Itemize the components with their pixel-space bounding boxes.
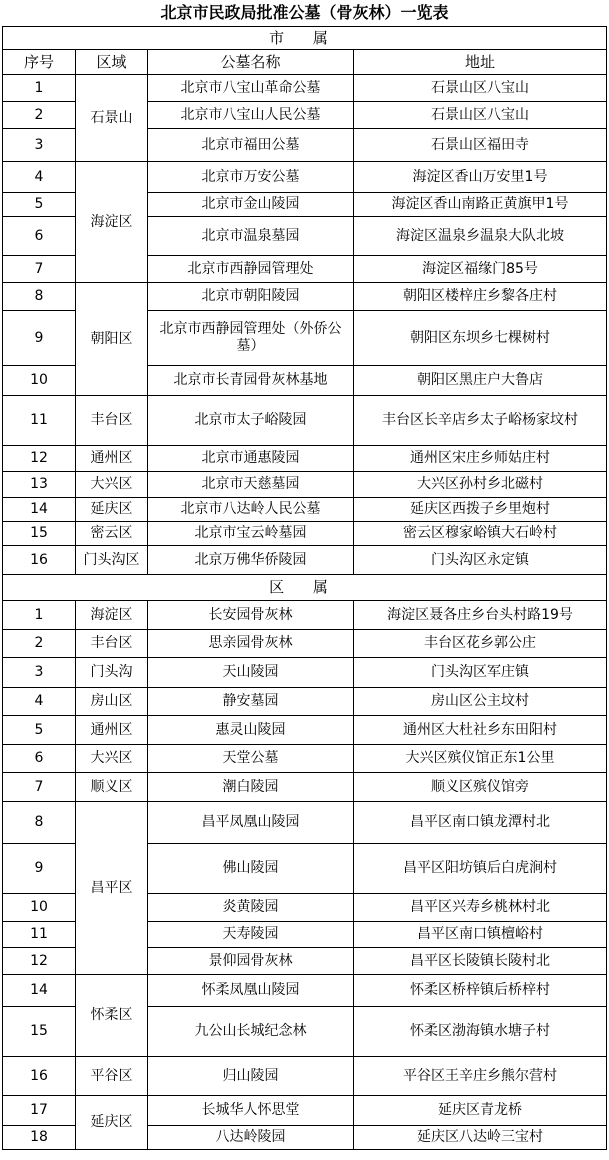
table-row — [3, 630, 607, 658]
cemetery-name: 九公山长城纪念林 — [148, 1007, 354, 1057]
row-number: 5 — [3, 193, 76, 217]
row-number: 8 — [3, 802, 76, 844]
row-number: 4 — [3, 688, 76, 716]
cemetery-address: 昌平区长陵镇长陵村北 — [354, 948, 607, 975]
area-cell: 朝阳区 — [76, 283, 148, 396]
row-number: 6 — [3, 745, 76, 773]
row-number: 16 — [3, 1057, 76, 1096]
cemetery-address: 丰台区花乡郭公庄 — [354, 630, 607, 658]
cemetery-name: 昌平凤凰山陵园 — [148, 802, 354, 844]
cemetery-address: 昌平区南口镇龙潭村北 — [354, 802, 607, 844]
table-row — [3, 283, 607, 311]
row-number: 7 — [3, 256, 76, 283]
table-row — [3, 75, 607, 102]
area-cell: 大兴区 — [76, 745, 148, 773]
area-cell: 石景山 — [76, 75, 148, 162]
cemetery-name: 长安园骨灰林 — [148, 601, 354, 630]
cemetery-name: 静安墓园 — [148, 688, 354, 716]
cemetery-address: 昌平区阳坊镇后白虎涧村 — [354, 844, 607, 894]
row-number: 1 — [3, 75, 76, 102]
cemetery-address: 朝阳区黑庄户大鲁店 — [354, 366, 607, 396]
row-number: 8 — [3, 283, 76, 311]
header-address: 地址 — [354, 50, 607, 75]
area-cell: 丰台区 — [76, 396, 148, 446]
cemetery-name: 潮白陵园 — [148, 773, 354, 802]
cemetery-address: 延庆区八达岭三宝村 — [354, 1126, 607, 1150]
cemetery-name: 天堂公墓 — [148, 745, 354, 773]
row-number: 3 — [3, 658, 76, 688]
table-row — [3, 1096, 607, 1126]
table-row — [3, 1057, 607, 1096]
cemetery-name: 北京市八达岭人民公墓 — [148, 498, 354, 522]
cemetery-name: 北京市西静园管理处（外侨公墓） — [148, 311, 354, 366]
row-number: 9 — [3, 311, 76, 366]
row-number: 2 — [3, 630, 76, 658]
row-number: 9 — [3, 844, 76, 894]
row-number: 14 — [3, 498, 76, 522]
row-number: 4 — [3, 162, 76, 193]
row-number: 13 — [3, 472, 76, 498]
cemetery-name: 北京市福田公墓 — [148, 129, 354, 162]
table-row — [3, 162, 607, 193]
table-row — [3, 802, 607, 844]
row-number: 12 — [3, 446, 76, 472]
table-row — [3, 546, 607, 575]
cemetery-name: 北京市长青园骨灰林基地 — [148, 366, 354, 396]
cemetery-table — [2, 26, 607, 1150]
cemetery-name: 归山陵园 — [148, 1057, 354, 1096]
cemetery-name: 北京市西静园管理处 — [148, 256, 354, 283]
cemetery-name: 惠灵山陵园 — [148, 716, 354, 745]
cemetery-name: 北京市万安公墓 — [148, 162, 354, 193]
row-number: 2 — [3, 102, 76, 129]
area-cell: 通州区 — [76, 716, 148, 745]
area-cell: 顺义区 — [76, 773, 148, 802]
table-row — [3, 975, 607, 1007]
row-number: 15 — [3, 1007, 76, 1057]
cemetery-address: 延庆区青龙桥 — [354, 1096, 607, 1126]
row-number: 6 — [3, 217, 76, 256]
cemetery-address: 门头沟区永定镇 — [354, 546, 607, 575]
cemetery-address: 平谷区王辛庄乡熊尔营村 — [354, 1057, 607, 1096]
table-row — [3, 773, 607, 802]
row-number: 16 — [3, 546, 76, 575]
area-cell: 通州区 — [76, 446, 148, 472]
area-cell: 延庆区 — [76, 498, 148, 522]
cemetery-address: 海淀区聂各庄乡台头村路19号 — [354, 601, 607, 630]
table-row — [3, 498, 607, 522]
cemetery-address: 怀柔区渤海镇水塘子村 — [354, 1007, 607, 1057]
cemetery-name: 思亲园骨灰林 — [148, 630, 354, 658]
area-cell: 门头沟 — [76, 658, 148, 688]
cemetery-address: 通州区大杜社乡东田阳村 — [354, 716, 607, 745]
table-row — [3, 601, 607, 630]
row-number: 15 — [3, 522, 76, 546]
cemetery-address: 昌平区南口镇檀峪村 — [354, 922, 607, 948]
area-cell: 大兴区 — [76, 472, 148, 498]
cemetery-name: 北京市宝云岭墓园 — [148, 522, 354, 546]
cemetery-name: 炎黄陵园 — [148, 894, 354, 922]
area-cell: 门头沟区 — [76, 546, 148, 575]
cemetery-address: 丰台区长辛店乡太子峪杨家坟村 — [354, 396, 607, 446]
cemetery-name: 北京市八宝山人民公墓 — [148, 102, 354, 129]
area-cell: 海淀区 — [76, 162, 148, 283]
cemetery-address: 海淀区温泉乡温泉大队北坡 — [354, 217, 607, 256]
area-cell: 房山区 — [76, 688, 148, 716]
cemetery-address: 石景山区福田寺 — [354, 129, 607, 162]
row-number: 12 — [3, 948, 76, 975]
cemetery-name: 北京市通惠陵园 — [148, 446, 354, 472]
cemetery-name: 北京市朝阳陵园 — [148, 283, 354, 311]
header-area: 区域 — [76, 50, 148, 75]
row-number: 5 — [3, 716, 76, 745]
row-number: 17 — [3, 1096, 76, 1126]
cemetery-name: 怀柔凤凰山陵园 — [148, 975, 354, 1007]
cemetery-name: 八达岭陵园 — [148, 1126, 354, 1150]
table-row — [3, 446, 607, 472]
section-label-district: 区 属 — [3, 575, 607, 601]
cemetery-address: 大兴区殡仪馆正东1公里 — [354, 745, 607, 773]
area-cell: 海淀区 — [76, 601, 148, 630]
area-cell: 延庆区 — [76, 1096, 148, 1150]
area-cell: 怀柔区 — [76, 975, 148, 1057]
row-number: 11 — [3, 396, 76, 446]
cemetery-name: 北京市八宝山革命公墓 — [148, 75, 354, 102]
cemetery-name: 天寿陵园 — [148, 922, 354, 948]
table-row — [3, 522, 607, 546]
area-cell: 密云区 — [76, 522, 148, 546]
cemetery-address: 海淀区香山南路正黄旗甲1号 — [354, 193, 607, 217]
cemetery-name: 景仰园骨灰林 — [148, 948, 354, 975]
section-label-city: 市 属 — [3, 27, 607, 50]
table-row — [3, 688, 607, 716]
row-number: 10 — [3, 894, 76, 922]
area-cell: 丰台区 — [76, 630, 148, 658]
table-row — [3, 745, 607, 773]
cemetery-address: 石景山区八宝山 — [354, 75, 607, 102]
cemetery-address: 顺义区殡仪馆旁 — [354, 773, 607, 802]
row-number: 1 — [3, 601, 76, 630]
table-row — [3, 658, 607, 688]
cemetery-name: 北京市金山陵园 — [148, 193, 354, 217]
row-number: 18 — [3, 1126, 76, 1150]
row-number: 3 — [3, 129, 76, 162]
cemetery-address: 海淀区香山万安里1号 — [354, 162, 607, 193]
row-number: 11 — [3, 922, 76, 948]
row-number: 7 — [3, 773, 76, 802]
section-row-city — [3, 27, 607, 50]
cemetery-name: 长城华人怀思堂 — [148, 1096, 354, 1126]
row-number: 14 — [3, 975, 76, 1007]
cemetery-name: 北京万佛华侨陵园 — [148, 546, 354, 575]
cemetery-address: 昌平区兴寿乡桃林村北 — [354, 894, 607, 922]
cemetery-address: 通州区宋庄乡师姑庄村 — [354, 446, 607, 472]
header-no: 序号 — [3, 50, 76, 75]
header-name: 公墓名称 — [148, 50, 354, 75]
cemetery-address: 海淀区福缘门85号 — [354, 256, 607, 283]
cemetery-address: 朝阳区楼梓庄乡黎各庄村 — [354, 283, 607, 311]
section-row-district — [3, 575, 607, 601]
area-cell: 昌平区 — [76, 802, 148, 975]
cemetery-address: 房山区公主坟村 — [354, 688, 607, 716]
cemetery-address: 门头沟区军庄镇 — [354, 658, 607, 688]
cemetery-address: 石景山区八宝山 — [354, 102, 607, 129]
table-row — [3, 472, 607, 498]
cemetery-address: 朝阳区东坝乡七棵树村 — [354, 311, 607, 366]
cemetery-address: 大兴区孙村乡北磁村 — [354, 472, 607, 498]
cemetery-address: 怀柔区桥梓镇后桥梓村 — [354, 975, 607, 1007]
page-title: 北京市民政局批准公墓（骨灰林）一览表 — [160, 3, 449, 22]
area-cell: 平谷区 — [76, 1057, 148, 1096]
row-number: 10 — [3, 366, 76, 396]
table-row — [3, 396, 607, 446]
cemetery-name: 北京市温泉墓园 — [148, 217, 354, 256]
header-row — [3, 50, 607, 75]
cemetery-address: 延庆区西拨子乡里炮村 — [354, 498, 607, 522]
table-row — [3, 716, 607, 745]
cemetery-address: 密云区穆家峪镇大石岭村 — [354, 522, 607, 546]
cemetery-name: 天山陵园 — [148, 658, 354, 688]
cemetery-name: 北京市天慈墓园 — [148, 472, 354, 498]
cemetery-name: 佛山陵园 — [148, 844, 354, 894]
cemetery-name: 北京市太子峪陵园 — [148, 396, 354, 446]
